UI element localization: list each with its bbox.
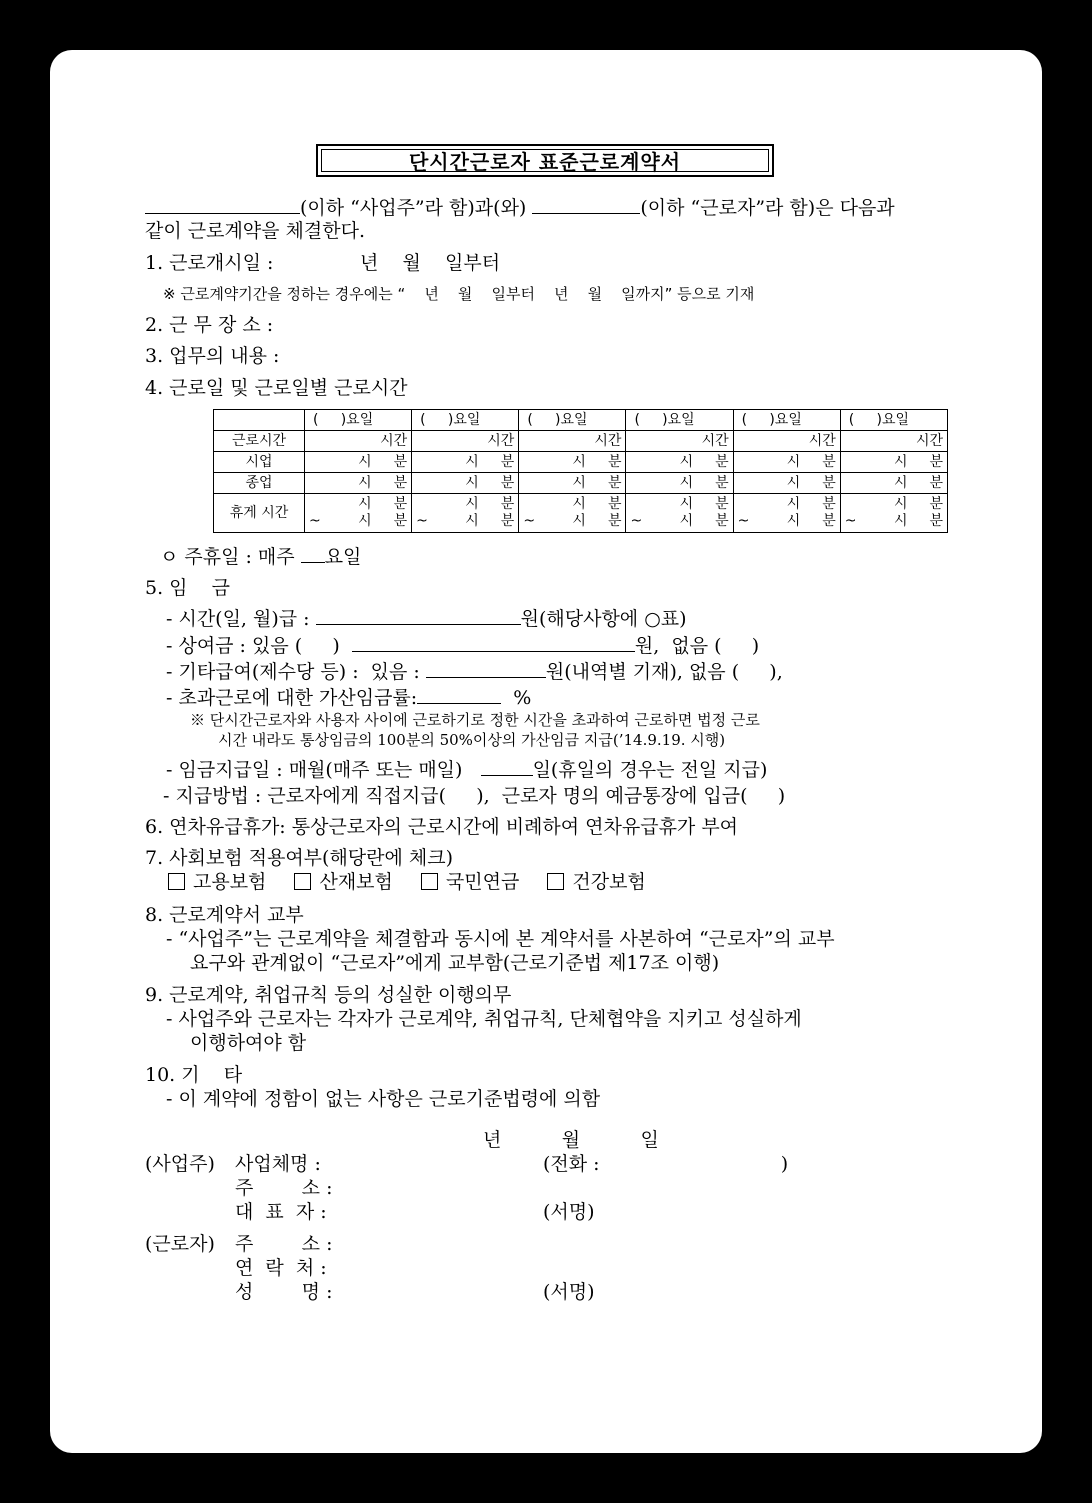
table-row — [214, 494, 948, 533]
hours-cell[interactable]: 시간 — [733, 431, 840, 452]
intro-line-2: 같이 근로계약을 체결한다. — [145, 220, 366, 242]
section-5-label: 5. 임 금 — [145, 577, 231, 599]
insurance-option[interactable]: 국민연금 — [421, 871, 519, 893]
payday-unit: 일(휴일의 경우는 전일 지급) — [532, 759, 768, 781]
checkbox-icon[interactable] — [294, 873, 311, 890]
break-time-cell[interactable]: 시 분 ~ 시 분 — [412, 494, 519, 533]
overtime-rate-unit: % — [513, 687, 532, 709]
worker-name-field[interactable]: 성 명 : — [235, 1281, 333, 1303]
day-header[interactable]: ( )요일 — [733, 410, 840, 431]
employer-name-blank[interactable] — [145, 195, 300, 214]
break-time-cell[interactable]: 시 분 ~ 시 분 — [733, 494, 840, 533]
start-time-cell[interactable]: 시 분 — [519, 452, 626, 473]
start-date-field[interactable]: 년 월 일부터 — [360, 252, 501, 274]
hours-cell[interactable]: 시간 — [840, 431, 947, 452]
bonus-blank[interactable] — [352, 633, 635, 652]
phone-field[interactable]: (전화 : ) — [543, 1153, 789, 1175]
hours-cell[interactable]: 시간 — [305, 431, 412, 452]
section-4-label: 4. 근로일 및 근로일별 근로시간 — [145, 377, 408, 399]
hours-cell[interactable]: 시간 — [626, 431, 733, 452]
end-time-cell[interactable]: 시 분 — [412, 473, 519, 494]
weekly-holiday-label: ㅇ 주휴일 : 매주 — [160, 546, 295, 568]
worker-address-field[interactable]: 주 소 : — [235, 1233, 333, 1255]
overtime-rate-blank[interactable] — [417, 685, 501, 704]
day-header[interactable]: ( )요일 — [626, 410, 733, 431]
overtime-rate-label: - 초과근로에 대한 가산임금률: — [166, 687, 418, 709]
table-corner-cell — [214, 410, 305, 431]
section-9-label: 9. 근로계약, 취업규칙 등의 성실한 이행의무 — [145, 984, 512, 1006]
break-time-cell[interactable]: 시 분 ~ 시 분 — [305, 494, 412, 533]
worker-name-blank[interactable] — [532, 195, 640, 214]
section-3-label: 3. 업무의 내용 : — [145, 345, 280, 367]
bonus-line — [166, 633, 759, 658]
table-row — [214, 473, 948, 494]
overtime-note-2: 시간 내라도 통상임금의 100분의 50%이상의 가산임금 지급(’14.9.19. 시행) — [218, 731, 726, 749]
section-2-label: 2. 근 무 장 소 : — [145, 314, 274, 336]
insurance-option[interactable]: 고용보험 — [168, 871, 266, 893]
section-8-line-2: 요구와 관계없이 “근로자”에게 교부함(근로기준법 제17조 이행) — [190, 952, 720, 974]
section-10-label: 10. 기 타 — [145, 1064, 243, 1086]
insurance-options — [168, 870, 646, 894]
table-row — [214, 431, 948, 452]
section-7-label: 7. 사회보험 적용여부(해당란에 체크) — [145, 847, 454, 869]
payday-blank[interactable] — [481, 757, 533, 776]
overtime-rate-line — [166, 685, 531, 710]
end-time-cell[interactable]: 시 분 — [305, 473, 412, 494]
other-pay-unit: 원(내역별 기재), 없음 ( ), — [545, 661, 783, 683]
contract-date-field[interactable]: 년 월 일 — [483, 1129, 659, 1151]
hourly-wage-label: - 시간(일, 월)급 : — [166, 608, 310, 630]
section-6-label: 6. 연차유급휴가: 통상근로자의 근로시간에 비례하여 연차유급휴가 부여 — [145, 816, 739, 838]
intro-text-a: (이하 “사업주”라 함)과(와) — [300, 197, 527, 219]
checkbox-icon[interactable] — [168, 873, 185, 890]
weekly-holiday-day: 요일 — [324, 546, 362, 568]
intro-text-b: (이하 “근로자”라 함)은 다음과 — [640, 197, 895, 219]
representative-field[interactable]: 대 표 자 : — [235, 1201, 327, 1223]
end-time-cell[interactable]: 시 분 — [626, 473, 733, 494]
row-header-hours: 근로시간 — [214, 431, 305, 452]
insurance-option[interactable]: 건강보험 — [547, 871, 645, 893]
intro-line-1 — [145, 195, 895, 220]
break-time-cell[interactable]: 시 분 ~ 시 분 — [626, 494, 733, 533]
hourly-wage-unit: 원(해당사항에 ○표) — [520, 608, 687, 630]
company-name-field[interactable]: 사업체명 : — [235, 1153, 321, 1175]
start-time-cell[interactable]: 시 분 — [840, 452, 947, 473]
day-header[interactable]: ( )요일 — [519, 410, 626, 431]
row-header-start: 시업 — [214, 452, 305, 473]
insurance-option[interactable]: 산재보험 — [294, 871, 392, 893]
row-header-end: 종업 — [214, 473, 305, 494]
section-9-line-1: - 사업주와 근로자는 각자가 근로계약, 취업규칙, 단체협약을 지키고 성실하게 — [166, 1008, 802, 1030]
break-time-cell[interactable]: 시 분 ~ 시 분 — [840, 494, 947, 533]
other-pay-label: - 기타급여(제수당 등) : 있음 : — [166, 661, 420, 683]
document-title: 단시간근로자 표준근로계약서 — [321, 149, 769, 172]
employer-address-field[interactable]: 주 소 : — [235, 1177, 333, 1199]
hours-cell[interactable]: 시간 — [412, 431, 519, 452]
checkbox-icon[interactable] — [421, 873, 438, 890]
weekly-holiday-line — [160, 544, 361, 569]
hourly-wage-line — [166, 606, 687, 631]
table-row — [214, 410, 948, 431]
other-pay-line — [166, 659, 783, 684]
day-header[interactable]: ( )요일 — [412, 410, 519, 431]
table-row — [214, 452, 948, 473]
start-time-cell[interactable]: 시 분 — [305, 452, 412, 473]
day-header[interactable]: ( )요일 — [305, 410, 412, 431]
section-9-line-2: 이행하여야 함 — [190, 1032, 307, 1054]
worker-label: (근로자) — [145, 1233, 215, 1255]
weekly-holiday-blank[interactable] — [301, 544, 325, 563]
section-8-line-1: - “사업주”는 근로계약을 체결함과 동시에 본 계약서를 사본하여 “근로자”의 교부 — [166, 928, 835, 950]
end-time-cell[interactable]: 시 분 — [733, 473, 840, 494]
other-pay-blank[interactable] — [426, 659, 546, 678]
start-time-cell[interactable]: 시 분 — [626, 452, 733, 473]
start-time-cell[interactable]: 시 분 — [412, 452, 519, 473]
bonus-label: - 상여금 : 있음 ( ) — [166, 635, 340, 657]
section-1-note: ※ 근로계약기간을 정하는 경우에는 “ 년 월 일부터 년 월 일까지” 등으로 기재 — [163, 285, 755, 303]
overtime-note-1: ※ 단시간근로자와 사용자 사이에 근로하기로 정한 시간을 초과하여 근로하면 법정 근로 — [190, 711, 760, 729]
hours-cell[interactable]: 시간 — [519, 431, 626, 452]
bonus-unit: 원, 없음 ( ) — [634, 635, 760, 657]
payment-method-line[interactable]: - 지급방법 : 근로자에게 직접지급( ), 근로자 명의 예금통장에 입금( ) — [163, 785, 786, 807]
worker-signature[interactable]: (서명) — [543, 1281, 595, 1303]
work-schedule-table — [213, 409, 948, 533]
row-header-break: 휴게 시간 — [214, 494, 305, 533]
hourly-wage-blank[interactable] — [316, 606, 521, 625]
checkbox-icon[interactable] — [547, 873, 564, 890]
end-time-cell[interactable]: 시 분 — [519, 473, 626, 494]
title-box — [316, 144, 774, 177]
section-1-label: 1. 근로개시일 : — [145, 252, 274, 274]
start-time-cell[interactable]: 시 분 — [733, 452, 840, 473]
section-8-label: 8. 근로계약서 교부 — [145, 904, 304, 926]
worker-contact-field[interactable]: 연 락 처 : — [235, 1257, 327, 1279]
employer-label: (사업주) — [145, 1153, 215, 1175]
day-header[interactable]: ( )요일 — [840, 410, 947, 431]
end-time-cell[interactable]: 시 분 — [840, 473, 947, 494]
payday-label: - 임금지급일 : 매월(매주 또는 매일) — [166, 759, 463, 781]
section-10-line-1: - 이 계약에 정함이 없는 사항은 근로기준법령에 의함 — [166, 1088, 601, 1110]
employer-signature[interactable]: (서명) — [543, 1201, 595, 1223]
break-time-cell[interactable]: 시 분 ~ 시 분 — [519, 494, 626, 533]
payday-line — [166, 757, 767, 782]
